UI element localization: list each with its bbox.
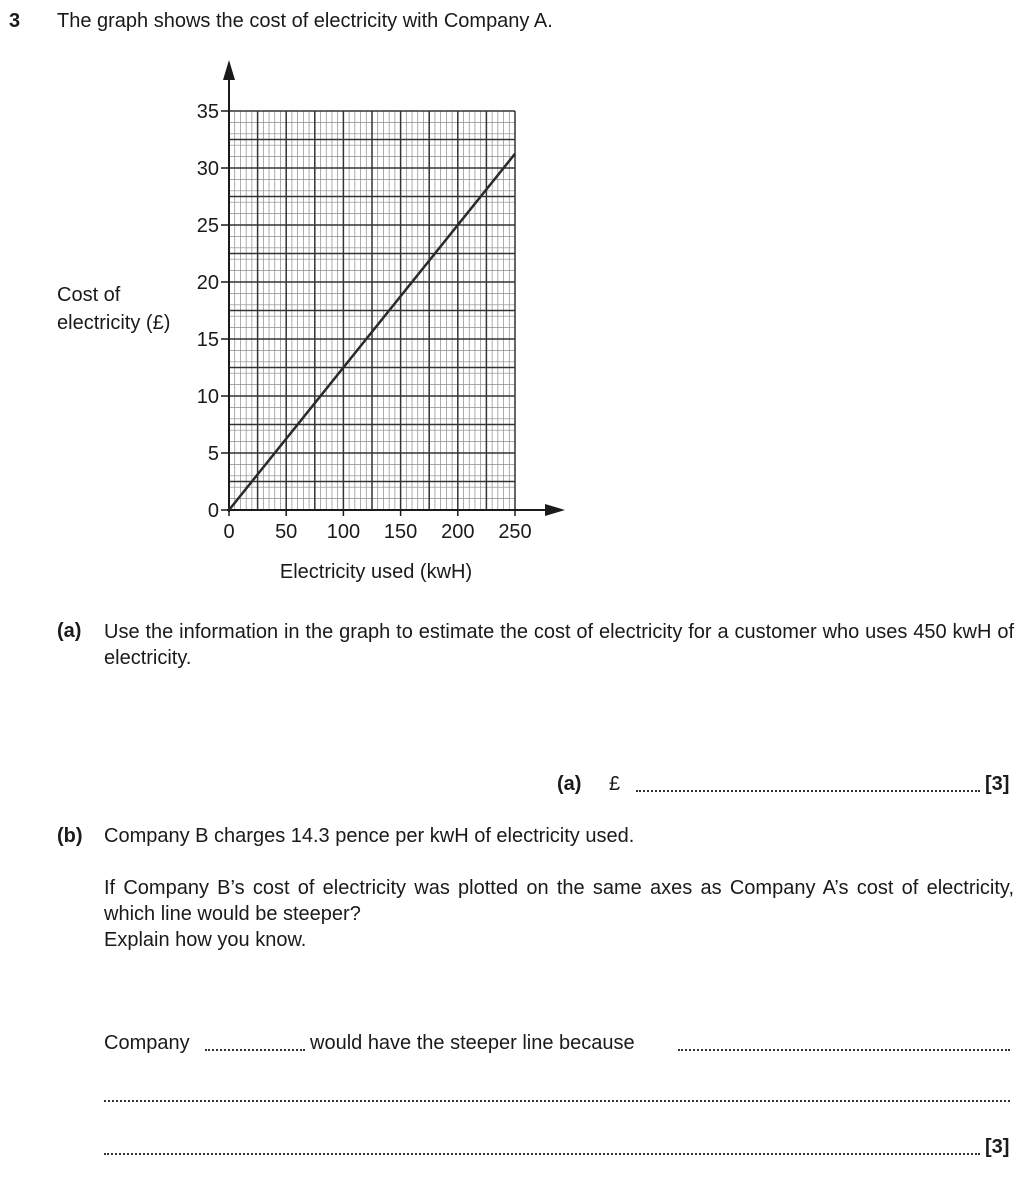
question-number: 3 <box>9 10 21 32</box>
x-axis-arrow <box>545 504 565 516</box>
y-tick-label: 15 <box>196 329 219 351</box>
x-tick-label: 150 <box>383 521 418 543</box>
y-tick-label: 20 <box>196 272 219 294</box>
y-tick-label: 0 <box>207 500 219 522</box>
x-tick-label: 0 <box>223 521 235 543</box>
answer-line-b2[interactable] <box>104 1100 1010 1102</box>
part-b-paragraph: If Company B’s cost of electricity was plotted on the same axes as Company A’s cost of electricity, which line would be steeper? <box>104 877 1014 925</box>
part-b-marks: [3] <box>985 1136 1010 1158</box>
y-tick-label: 25 <box>196 215 219 237</box>
x-axis-label: Electricity used (kwH) <box>279 561 473 583</box>
part-a-marks: [3] <box>985 773 1010 795</box>
y-tick-label: 10 <box>196 386 219 408</box>
x-tick-label: 250 <box>498 521 532 543</box>
x-tick-label: 50 <box>275 521 298 543</box>
part-a-answer-label: (a) <box>557 773 582 795</box>
part-b-line3: Explain how you know. <box>104 929 307 951</box>
grid-major <box>229 111 515 510</box>
currency-symbol: £ <box>609 773 621 795</box>
y-axis-arrow <box>223 60 235 80</box>
x-tick-label: 200 <box>441 521 475 543</box>
answer-line-a[interactable] <box>636 790 980 792</box>
axes <box>223 60 565 516</box>
answer-company-label: Company <box>104 1032 190 1054</box>
answer-middle-text: would have the steeper line because <box>310 1032 635 1054</box>
part-b-label: (b) <box>57 825 83 847</box>
part-b-line1: Company B charges 14.3 pence per kwH of electricity used. <box>104 825 635 847</box>
y-tick-label: 5 <box>207 443 219 465</box>
y-axis-label-line1: Cost of <box>57 284 121 306</box>
question-intro: The graph shows the cost of electricity with Company A. <box>57 10 553 32</box>
part-a-label: (a) <box>57 620 82 642</box>
answer-line-b3[interactable] <box>104 1153 980 1155</box>
y-axis-label-line2: electricity (£) <box>57 312 171 334</box>
x-tick-label: 100 <box>326 521 361 543</box>
answer-line-b1[interactable] <box>678 1049 1010 1051</box>
y-tick-label: 30 <box>196 158 219 180</box>
part-a-text: Use the information in the graph to estimate the cost of electricity for a customer who uses 450 kwH of electricity. <box>104 621 1014 669</box>
y-tick-label: 35 <box>196 101 219 123</box>
answer-company-blank[interactable] <box>205 1049 305 1051</box>
